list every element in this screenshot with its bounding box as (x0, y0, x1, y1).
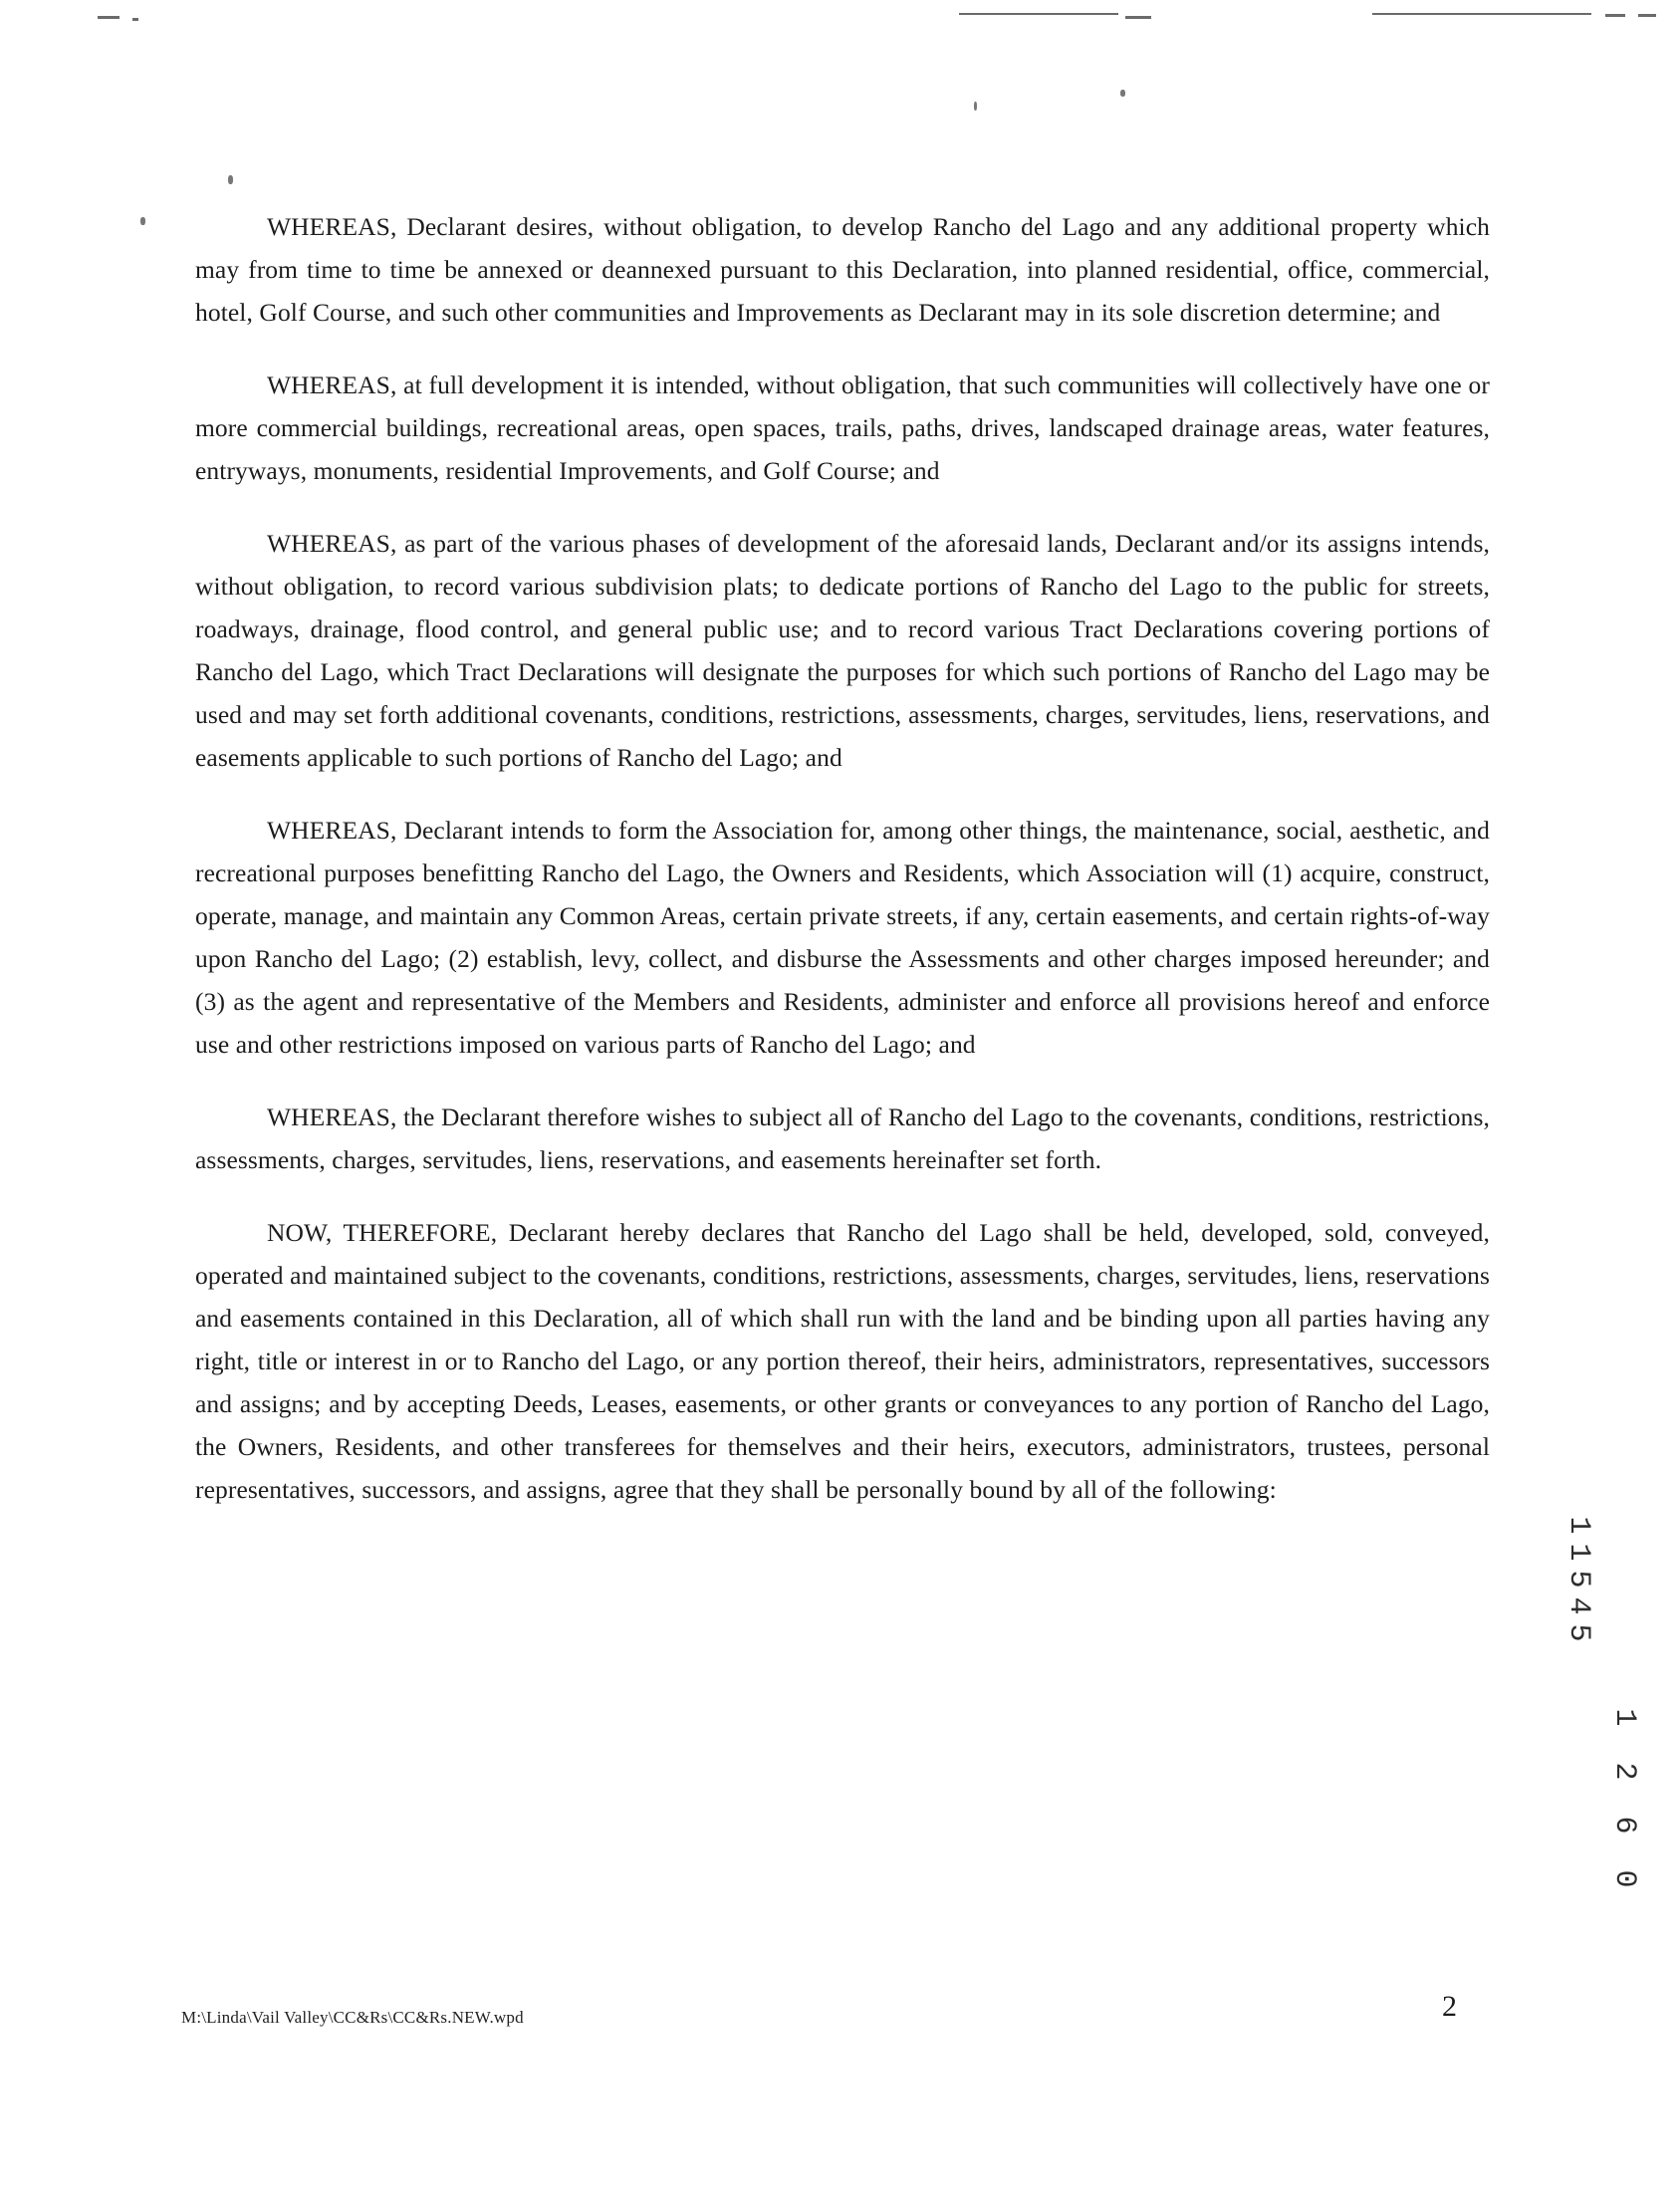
paragraph-whereas-association: WHEREAS, Declarant intends to form the Association for, among other things, the maintenance, social, aesthetic, and recreational purposes benefitting Rancho del Lago, the Owners and Residents, which Association will (1) acquire, construct, operate, manage, and maintain any Common Areas, certain private streets, if any, certain easements, and certain rights-of-way upon Rancho del Lago; (2) establish, levy, collect, and disburse the Assessments and other charges imposed hereunder; and (3) as the agent and representative of the Members and Residents, administer and enforce all provisions hereof and enforce use and other restrictions imposed on various parts of Rancho del Lago; and (195, 816, 1490, 1059)
paragraph-now-therefore: NOW, THEREFORE, Declarant hereby declares that Rancho del Lago shall be held, developed, sold, conveyed, operated and maintained subject to the covenants, conditions, restrictions, assessments, charges, servitudes, liens, reservations and easements contained in this Declaration, all of which shall run with the land and be binding upon all parties having any right, title or interest in or to Rancho del Lago, or any portion thereof, their heirs, administrators, representatives, successors and assigns; and by accepting Deeds, Leases, easements, or other grants or conveyances to any portion of Rancho del Lago, the Owners, Residents, and other transferees for themselves and their heirs, executors, administrators, trustees, personal representatives, successors, and assigns, agree that they shall be personally bound by all of the following: (195, 1218, 1490, 1504)
paragraph-whereas-phases: WHEREAS, as part of the various phases of development of the aforesaid lands, Declarant and/or its assigns intends, without obligation, to record various subdivision plats; to dedicate portions of Rancho del Lago to the public for streets, roadways, drainage, flood control, and general public use; and to record various Tract Declarations covering portions of Rancho del Lago, which Tract Declarations will designate the purposes for which such portions of Rancho del Lago may be used and may set forth additional covenants, conditions, restrictions, assessments, charges, servitudes, liens, reservations, and easements applicable to such portions of Rancho del Lago; and (195, 529, 1490, 772)
scan-artifact-top-left-dot (132, 18, 138, 21)
paragraph-whereas-subject: WHEREAS, the Declarant therefore wishes to subject all of Rancho del Lago to the covenants, conditions, restrictions, assessments, charges, servitudes, liens, reservations, and easements hereinafter set forth. (195, 1102, 1490, 1174)
document-body (195, 205, 1490, 1511)
scan-artifact-top-left (98, 16, 120, 19)
scan-speck-margin-2 (140, 217, 145, 225)
paragraph-whereas-develop: WHEREAS, Declarant desires, without obligation, to develop Rancho del Lago and any additional property which may from time to time be annexed or deannexed pursuant to this Declaration, into planned residential, office, commercial, hotel, Golf Course, and such other communities and Improvements as Declarant may in its sole discretion determine; and (195, 212, 1490, 327)
margin-stamp-top: 11545 (1561, 1516, 1595, 1651)
scan-speck-margin (228, 175, 233, 184)
scan-artifact-top-center-dash (1125, 16, 1151, 19)
scan-artifact-top-right-dash-2 (1638, 14, 1656, 17)
scan-artifact-top-center (959, 13, 1118, 15)
scan-artifact-top-right (1372, 13, 1591, 15)
page-number: 2 (1442, 1990, 1457, 2023)
scan-speck-upper-2 (974, 102, 977, 111)
paragraph-whereas-full-development: WHEREAS, at full development it is intended, without obligation, that such communities will collectively have one or more commercial buildings, recreational areas, open spaces, trails, paths, drives, landscaped drainage areas, water features, entryways, monuments, residential Improvements, and Golf Course; and (195, 370, 1490, 485)
footer-file-path: M:\Linda\Vail Valley\CC&Rs\CC&Rs.NEW.wpd (181, 2008, 524, 2027)
scan-speck-upper (1120, 90, 1125, 97)
margin-stamp-bottom: 1 2 6 0 (1607, 1708, 1641, 1897)
scan-artifact-top-right-dash (1605, 14, 1625, 17)
